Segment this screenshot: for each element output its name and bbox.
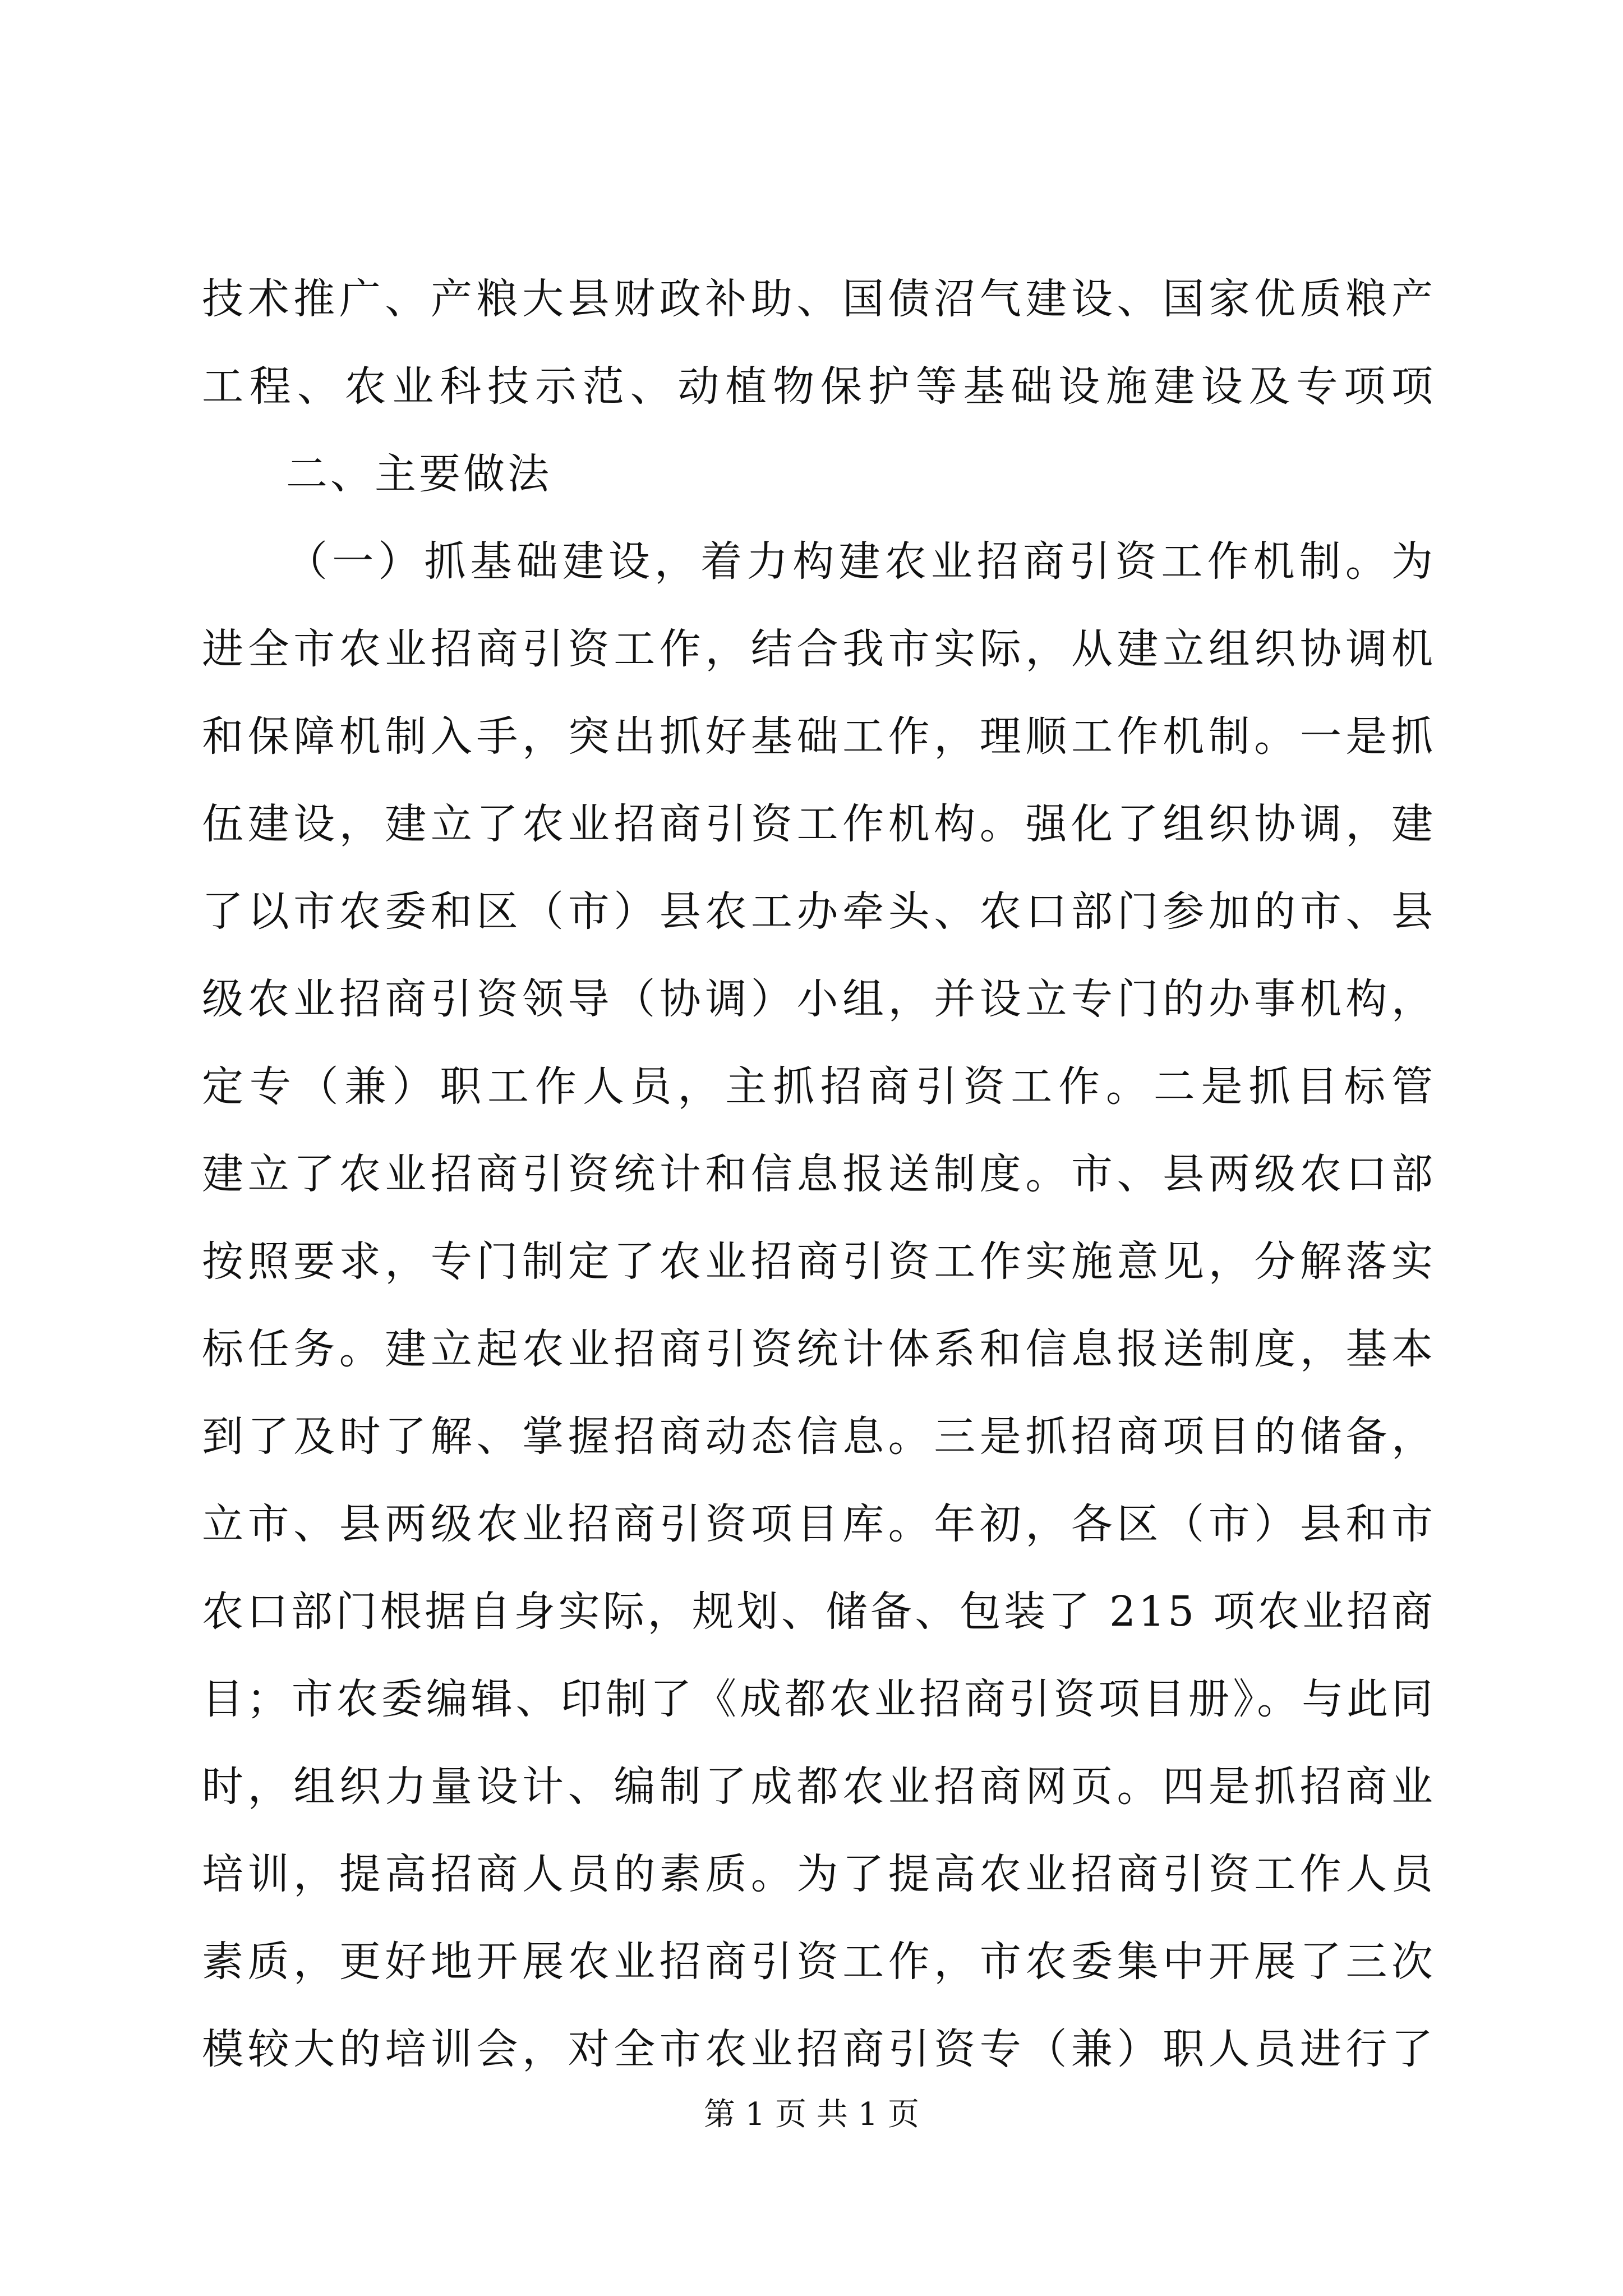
text-line: 了以市农委和区（市）县农工办牵头、农口部门参加的市、县 <box>202 887 1436 936</box>
text-line: 立市、县两级农业招商引资项目库。年初，各区（市）县和市 <box>202 1500 1436 1548</box>
text-line: 定专（兼）职工作人员，主抓招商引资工作。二是抓目标管 <box>202 1062 1436 1111</box>
text-line: 伍建设，建立了农业招商引资工作机构。强化了组织协调，建 <box>202 800 1436 848</box>
text-line: 素质，更好地开展农业招商引资工作，市农委集中开展了三次 <box>202 1938 1436 1986</box>
text-line: 培训，提高招商人员的素质。为了提高农业招商引资工作人员 <box>202 1850 1436 1898</box>
page-footer <box>0 2092 1623 2137</box>
text-line: 按照要求，专门制定了农业招商引资工作实施意见，分解落实 <box>202 1237 1436 1286</box>
page-number-label: 第 1 页 共 1 页 <box>703 2096 920 2133</box>
paragraph-first-line: （一）抓基础建设，着力构建农业招商引资工作机制。为 <box>286 537 1436 586</box>
text-line: 目；市农委编辑、印制了《成都农业招商引资项目册》。与此同 <box>202 1675 1436 1723</box>
text-line: 到了及时了解、掌握招商动态信息。三是抓招商项目的储备， <box>202 1412 1436 1461</box>
text-line: 进全市农业招商引资工作，结合我市实际，从建立组织协调机 <box>202 625 1436 673</box>
text-line: 模较大的培训会，对全市农业招商引资专（兼）职人员进行了 <box>202 2025 1436 2073</box>
text-line: 技术推广、产粮大县财政补助、国债沼气建设、国家优质粮产 <box>202 275 1436 323</box>
text-line: 时，组织力量设计、编制了成都农业招商网页。四是抓招商业 <box>202 1763 1436 1811</box>
text-line: 级农业招商引资领导（协调）小组，并设立专门的办事机构， <box>202 975 1436 1023</box>
text-line: 和保障机制入手，突出抓好基础工作，理顺工作机制。一是抓 <box>202 712 1436 761</box>
text-line: 建立了农业招商引资统计和信息报送制度。市、县两级农口部 <box>202 1150 1436 1198</box>
text-line: 农口部门根据自身实际，规划、储备、包装了 215 项农业招商 <box>202 1588 1436 1636</box>
text-line: 工程、农业科技示范、动植物保护等基础设施建设及专项项 <box>202 362 1436 411</box>
document-body <box>202 255 1436 2093</box>
text-line: 标任务。建立起农业招商引资统计体系和信息报送制度，基本 <box>202 1325 1436 1373</box>
section-heading: 二、主要做法 <box>286 450 552 498</box>
